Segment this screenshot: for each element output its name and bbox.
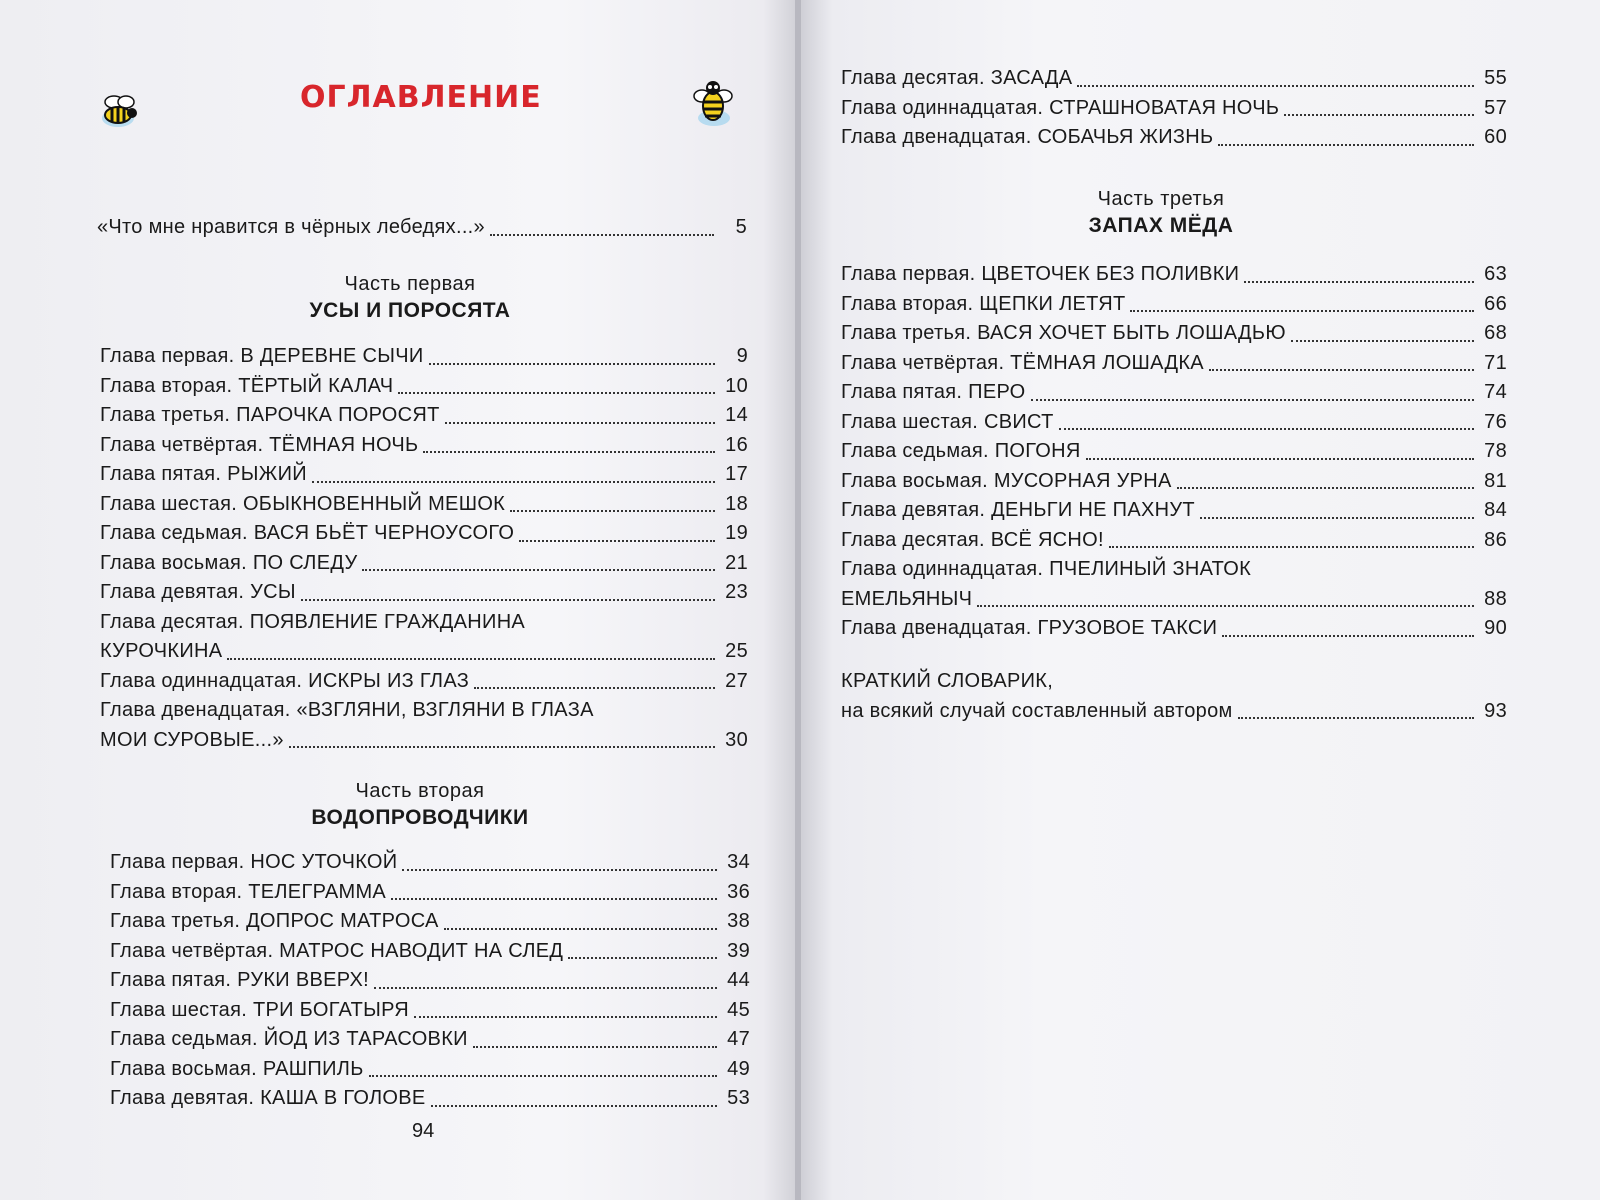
toc-entry[interactable] [110,1084,750,1114]
chapter-number: Глава двенадцатая. [100,699,291,721]
leader-dots [568,957,717,959]
page-ref: 14 [725,404,748,426]
chapter-number: Глава десятая. [841,67,985,89]
chapter-number: Глава шестая. [841,410,979,433]
leader-dots [1130,310,1474,312]
chapter-title: ТРИ БОГАТЫРЯ [252,998,410,1021]
leader-dots [374,987,717,989]
toc-entry[interactable] [110,937,750,967]
chapter-number: Глава восьмая. [110,1057,257,1080]
glossary-entry[interactable] [841,667,1507,726]
leader-dots [227,658,715,660]
leader-dots [301,599,715,601]
page-ref: 47 [727,1028,750,1050]
page-ref: 10 [725,374,748,397]
leader-dots [1244,281,1474,283]
chapter-number: Глава пятая. [100,463,222,485]
chapter-number: Глава одиннадцатая. [841,96,1044,119]
page-ref: 57 [1484,96,1507,119]
toc-entry[interactable] [841,64,1507,94]
page-ref: 74 [1484,381,1507,403]
toc-entry[interactable] [841,123,1507,153]
leader-dots [391,898,717,900]
page-ref: 78 [1484,440,1507,462]
toc-entry[interactable] [841,437,1507,467]
chapter-title: ВАСЯ ХОЧЕТ БЫТЬ ЛОШАДЬЮ [977,322,1286,344]
chapter-title-continued: ЕМЕЛЬЯНЫЧ [841,587,973,610]
chapter-title: ПОГОНЯ [994,440,1081,462]
page-ref: 19 [725,522,748,544]
chapter-number: Глава девятая. [110,1087,255,1109]
chapter-title: ТЁРТЫЙ КАЛАЧ [238,374,394,397]
toc-entry[interactable] [100,578,748,608]
page-ref: 93 [1484,699,1507,722]
page-ref: 88 [1484,587,1507,610]
leader-dots [1200,517,1474,519]
page-ref: 17 [725,463,748,485]
leader-dots [519,540,715,542]
toc-entry[interactable] [841,496,1507,526]
toc-entry[interactable] [100,401,748,431]
toc-entry[interactable] [841,526,1507,556]
chapter-title: ВАСЯ БЬЁТ ЧЕРНОУСОГО [253,522,515,544]
chapter-list-part-3 [841,260,1507,644]
page-ref: 9 [736,345,748,367]
page-ref: 30 [725,728,748,751]
page-ref: 71 [1484,351,1507,374]
leader-dots [1209,369,1474,371]
leader-dots [1284,114,1474,116]
part-header-1 [270,273,550,323]
part-header-2 [290,780,550,830]
toc-entry[interactable] [100,431,748,461]
page-ref: 53 [727,1087,750,1109]
right-page [801,0,1600,1200]
leader-dots [473,1046,717,1048]
chapter-title: ПО СЛЕДУ [252,551,358,574]
leader-dots [1222,635,1474,637]
glossary-subtitle: на всякий случай составленный автором [841,699,1233,722]
page-ref: 23 [725,581,748,603]
leader-dots [1109,546,1474,548]
chapter-number: Глава двенадцатая. [841,617,1032,639]
leader-dots [414,1016,717,1018]
toc-entry[interactable] [841,555,1507,614]
leader-dots [1077,85,1474,87]
chapter-title: РУКИ ВВЕРХ! [237,969,370,991]
page-ref: 39 [727,939,750,962]
chapter-number: Глава первая. [110,851,245,873]
toc-entry[interactable] [841,319,1507,349]
chapter-number: Глава одиннадцатая. [100,669,303,692]
leader-dots [510,510,715,512]
leader-dots [362,569,715,571]
page-ref: 81 [1484,469,1507,492]
toc-entry[interactable] [110,878,750,908]
chapter-number: Глава седьмая. [100,522,248,544]
chapter-title: ТЕЛЕГРАММА [248,880,387,903]
toc-entry[interactable] [841,378,1507,408]
chapter-title: «ВЗГЛЯНИ, ВЗГЛЯНИ В ГЛАЗА [296,699,594,721]
page-ref: 36 [727,880,750,903]
chapter-number: Глава девятая. [841,499,986,521]
bee-icon [688,74,738,132]
leader-dots [445,422,715,424]
bee-icon [92,88,144,140]
chapter-title: КАША В ГОЛОВЕ [260,1087,426,1109]
toc-entry[interactable] [841,94,1507,124]
chapter-list-part-1 [100,342,748,755]
page-ref: 44 [727,969,750,991]
toc-entry[interactable] [110,1025,750,1055]
chapter-title: ТЁМНАЯ ЛОШАДКА [1010,351,1204,374]
leader-dots [490,234,714,236]
chapter-title: СОБАЧЬЯ ЖИЗНЬ [1037,126,1214,148]
chapter-number: Глава четвёртая. [110,939,274,962]
left-page [0,0,795,1200]
chapter-title: РЫЖИЙ [227,463,307,485]
leader-dots [423,451,715,453]
chapter-number: Глава десятая. [841,528,985,551]
glossary-title: КРАТКИЙ СЛОВАРИК, [841,670,1054,692]
toc-entry[interactable] [841,260,1507,290]
page-ref: 16 [725,433,748,456]
chapter-title-continued: МОИ СУРОВЫЕ...» [100,728,284,751]
leader-dots [444,928,717,930]
chapter-title: ПОЯВЛЕНИЕ ГРАЖДАНИНА [249,610,526,633]
toc-entry[interactable] [841,408,1507,438]
chapter-title: ПАРОЧКА ПОРОСЯТ [236,404,440,426]
part-header-3 [1021,188,1301,238]
chapter-title-continued: КУРОЧКИНА [100,640,223,662]
chapter-number: Глава первая. [841,263,976,285]
leader-dots [398,392,715,394]
intro-entry[interactable] [97,213,747,243]
chapter-title: СВИСТ [983,410,1054,433]
toc-entry[interactable] [841,349,1507,379]
page-ref: 5 [735,216,747,238]
chapter-title: ЩЕПКИ ЛЕТЯТ [979,292,1126,315]
page-ref: 63 [1484,263,1507,285]
chapter-number: Глава третья. [110,910,241,932]
toc-entry[interactable] [841,290,1507,320]
leader-dots [1059,428,1474,430]
chapter-title: ЗАСАДА [990,67,1073,89]
chapter-title: ЦВЕТОЧЕК БЕЗ ПОЛИВКИ [981,263,1240,285]
page-ref: 21 [725,551,748,574]
chapter-title: РАШПИЛЬ [262,1057,364,1080]
chapter-title: В ДЕРЕВНЕ СЫЧИ [240,345,424,367]
chapter-number: Глава четвёртая. [841,351,1005,374]
leader-dots [402,869,717,871]
chapter-number: Глава восьмая. [841,469,988,492]
chapter-title: ГРУЗОВОЕ ТАКСИ [1037,617,1218,639]
toc-entry[interactable] [110,907,750,937]
page-ref: 38 [727,910,750,932]
toc-entry[interactable] [100,519,748,549]
part-title: ВОДОПРОВОДЧИКИ [311,806,529,829]
page-ref: 90 [1484,617,1507,639]
leader-dots [1031,399,1474,401]
toc-entry[interactable] [100,667,748,697]
part-title: УСЫ И ПОРОСЯТА [309,299,511,322]
intro-title: «Что мне нравится в чёрных лебедях...» [97,216,485,238]
chapter-number: Глава седьмая. [841,440,989,462]
page-ref: 60 [1484,126,1507,148]
chapter-number: Глава пятая. [110,969,232,991]
leader-dots [1086,458,1474,460]
chapter-title: МАТРОС НАВОДИТ НА СЛЕД [279,939,564,962]
leader-dots [1238,717,1474,719]
chapter-title: ДЕНЬГИ НЕ ПАХНУТ [991,499,1195,521]
part-label: Часть третья [1097,188,1225,210]
page-ref: 68 [1484,322,1507,344]
chapter-number: Глава первая. [100,345,235,367]
chapter-number: Глава шестая. [100,492,238,515]
part-label: Часть вторая [355,780,485,802]
leader-dots [1218,144,1474,146]
leader-dots [431,1105,717,1107]
page-ref: 84 [1484,499,1507,521]
chapter-title: ПЕРО [968,381,1026,403]
page-ref: 49 [727,1057,750,1080]
chapter-number: Глава двенадцатая. [841,126,1032,148]
part-label: Часть первая [344,273,476,295]
chapter-title: ПЧЕЛИНЫЙ ЗНАТОК [1049,558,1252,580]
toc-entry[interactable] [100,460,748,490]
leader-dots [429,363,715,365]
chapter-title: ЙОД ИЗ ТАРАСОВКИ [263,1028,468,1050]
toc-entry[interactable] [110,848,750,878]
chapter-number: Глава третья. [841,322,972,344]
toc-entry[interactable] [100,342,748,372]
chapter-title: МУСОРНАЯ УРНА [993,469,1172,492]
leader-dots [1177,487,1474,489]
toc-entry[interactable] [110,1055,750,1085]
chapter-title: СТРАШНОВАТАЯ НОЧЬ [1049,96,1280,119]
toc-entry[interactable] [100,490,748,520]
toc-entry[interactable] [100,696,748,755]
page-number: 94 [412,1120,435,1142]
toc-heading: ОГЛАВЛЕНИЕ [300,80,542,115]
chapter-title: УСЫ [250,581,296,603]
chapter-number: Глава вторая. [841,292,974,315]
toc-entry[interactable] [841,467,1507,497]
chapter-title: НОС УТОЧКОЙ [250,851,398,873]
chapter-title: ВСЁ ЯСНО! [990,528,1104,551]
chapter-number: Глава шестая. [110,998,248,1021]
page-ref: 18 [725,492,748,515]
chapter-number: Глава девятая. [100,581,245,603]
chapter-title: ОБЫКНОВЕННЫЙ МЕШОК [242,492,506,515]
toc-entry[interactable] [100,372,748,402]
leader-dots [977,605,1474,607]
chapter-number: Глава вторая. [100,374,233,397]
page-ref: 45 [727,998,750,1021]
chapter-number: Глава одиннадцатая. [841,558,1044,580]
page-ref: 27 [725,669,748,692]
toc-entry[interactable] [841,614,1507,644]
leader-dots [474,687,715,689]
chapter-title: ТЁМНАЯ НОЧЬ [269,433,419,456]
chapter-number: Глава вторая. [110,880,243,903]
page-ref: 86 [1484,528,1507,551]
toc-entry[interactable] [110,996,750,1026]
page-ref: 66 [1484,292,1507,315]
chapter-number: Глава седьмая. [110,1028,258,1050]
chapter-number: Глава четвёртая. [100,433,264,456]
chapter-number: Глава восьмая. [100,551,247,574]
leader-dots [369,1075,717,1077]
toc-entry[interactable] [100,608,748,667]
toc-entry[interactable] [110,966,750,996]
chapter-title: ИСКРЫ ИЗ ГЛАЗ [308,669,470,692]
toc-entry[interactable] [100,549,748,579]
page-ref: 25 [725,640,748,662]
chapter-list-part-2-continued [841,64,1507,153]
leader-dots [289,746,715,748]
chapter-number: Глава пятая. [841,381,963,403]
leader-dots [312,481,715,483]
page-ref: 55 [1484,67,1507,89]
leader-dots [1291,340,1474,342]
chapter-number: Глава десятая. [100,610,244,633]
chapter-number: Глава третья. [100,404,231,426]
page-ref: 76 [1484,410,1507,433]
page-ref: 34 [727,851,750,873]
part-title: ЗАПАХ МЁДА [1088,214,1234,237]
chapter-title: ДОПРОС МАТРОСА [246,910,439,932]
chapter-list-part-2 [110,848,750,1114]
